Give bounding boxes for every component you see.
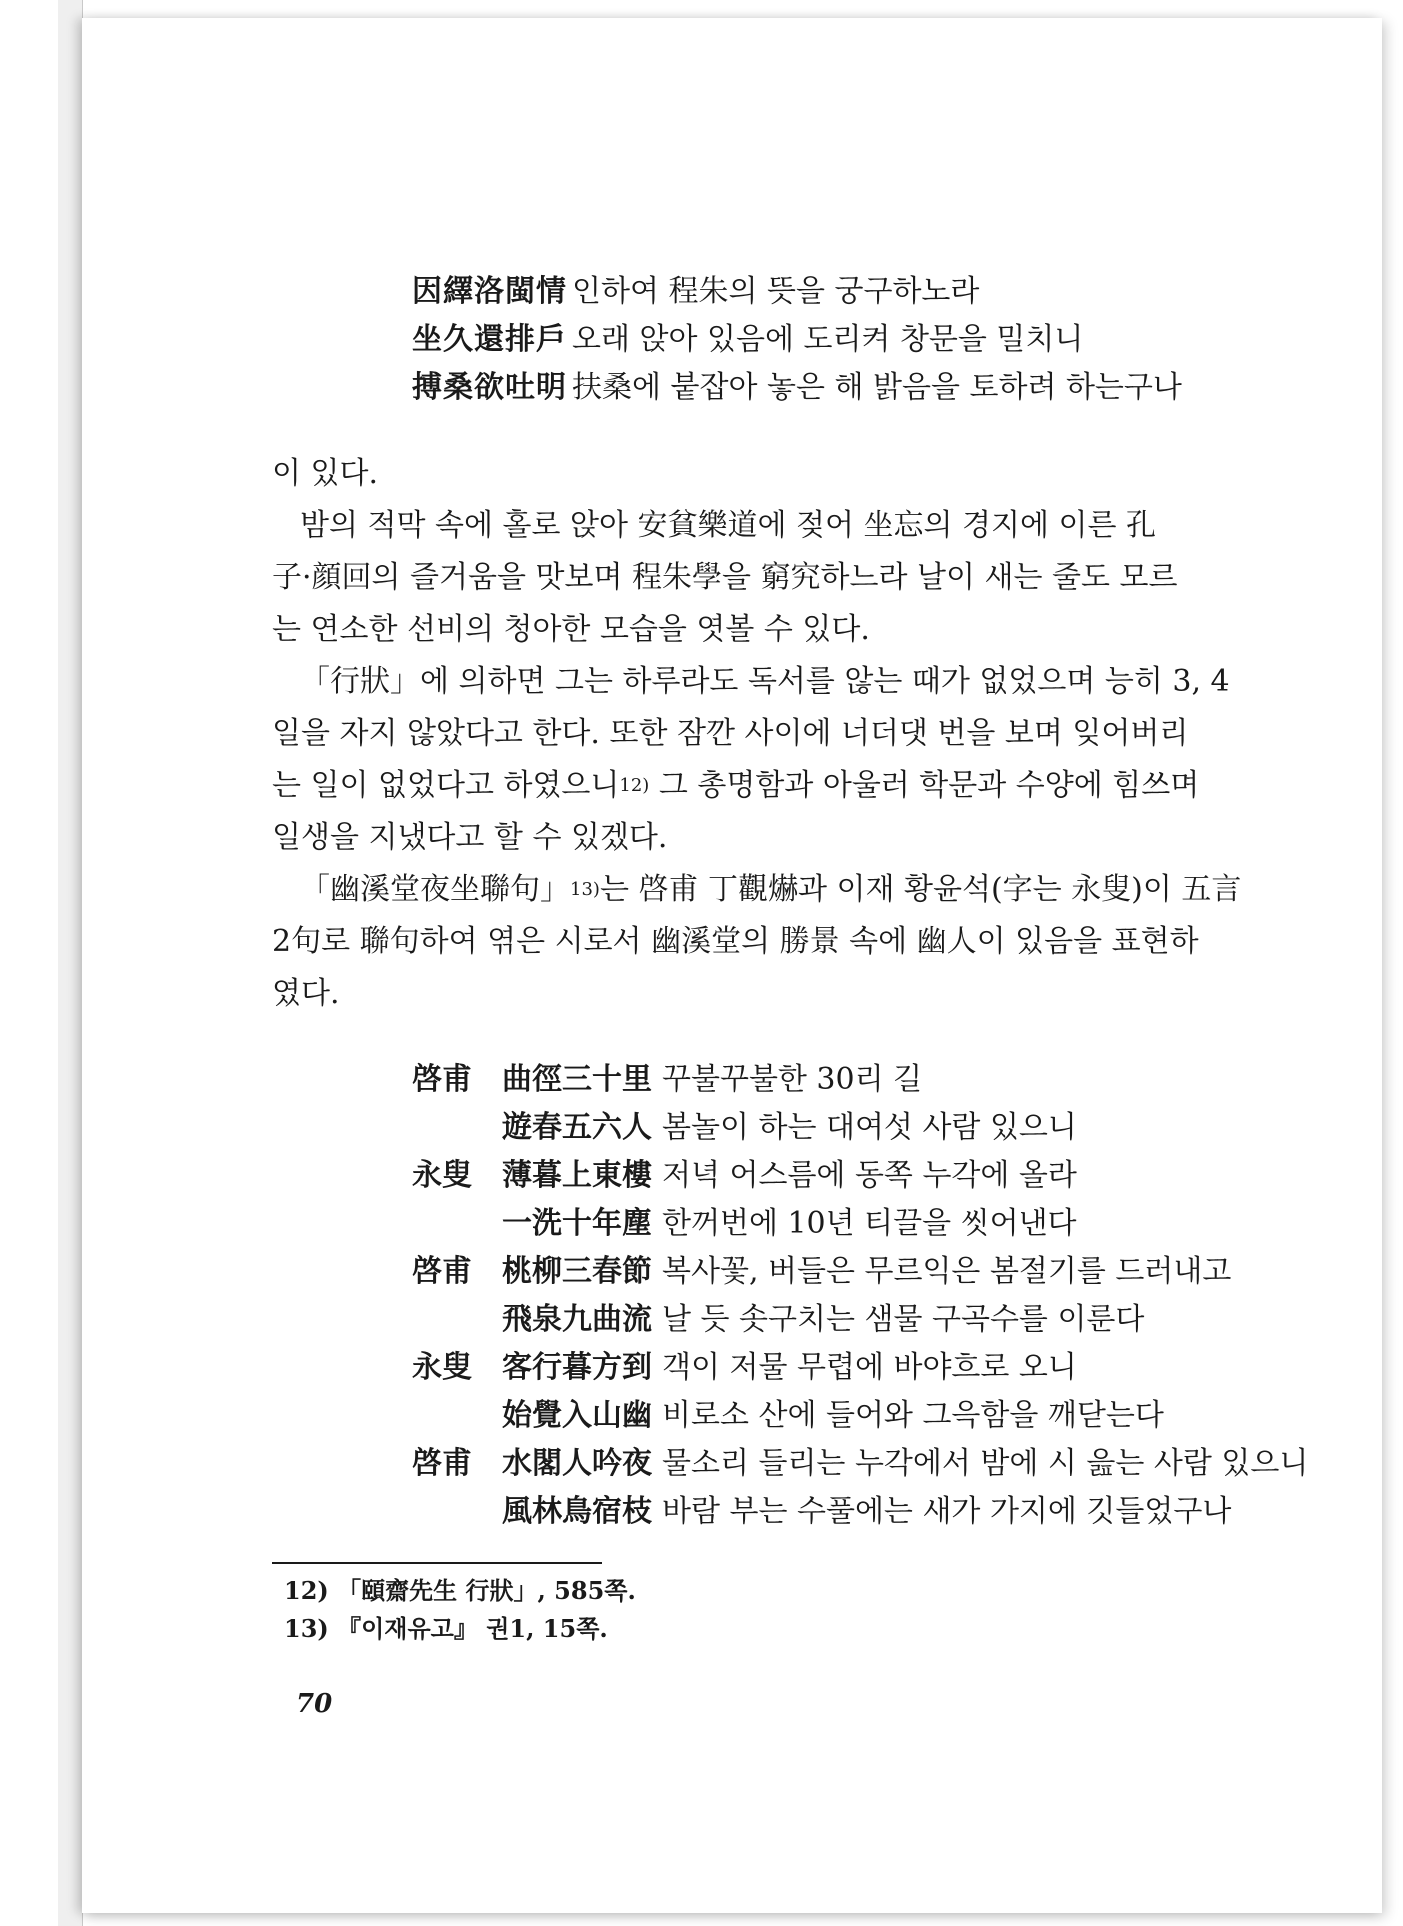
text-line: 2句로 聯句하여 엮은 시로서 幽溪堂의 勝景 속에 幽人이 있음을 표현하 [272, 924, 1199, 959]
poem-hanja: 水閣人吟夜 [502, 1446, 652, 1481]
poem-hanja: 因繹洛閩情 [412, 274, 567, 309]
poem-translation: 객이 저물 무렵에 바야흐로 오니 [662, 1350, 1077, 1385]
poem-translation: 날 듯 솟구치는 샘물 구곡수를 이룬다 [662, 1302, 1145, 1337]
poem-line [412, 1392, 1362, 1440]
text-line: 「行狀」에 의하면 그는 하루라도 독서를 않는 때가 없었으며 능히 3, 4 [300, 664, 1230, 699]
text-segment: 는 일이 없었다고 하였으니 [272, 768, 620, 803]
page-sheet [82, 18, 1382, 1913]
poem-hanja: 搏桑欲吐明 [412, 370, 567, 405]
poem-translation: 물소리 들리는 누각에서 밤에 시 읊는 사람 있으니 [662, 1446, 1309, 1481]
poem-speaker: 永叟 [412, 1158, 472, 1193]
poem-translation: 오래 앉아 있음에 도리켜 창문을 밀치니 [572, 322, 1084, 357]
footnote: 13) 『이재유고』 권1, 15쪽. [284, 1614, 608, 1644]
poem-translation: 꾸불꾸불한 30리 길 [662, 1062, 923, 1097]
poem-hanja: 客行暮方到 [502, 1350, 652, 1385]
text-line: 일을 자지 않았다고 한다. 또한 잠깐 사이에 너더댓 번을 보며 잊어버리 [272, 716, 1189, 751]
poem-hanja: 一洗十年塵 [502, 1206, 652, 1241]
poem-translation: 扶桑에 붙잡아 놓은 해 밝음을 토하려 하는구나 [572, 370, 1182, 405]
poem-speaker: 啓甫 [412, 1062, 472, 1097]
poem-speaker: 啓甫 [412, 1254, 472, 1289]
linked-verse-poem [412, 1056, 1362, 1536]
text-line: 였다. [272, 976, 340, 1011]
poem-hanja: 坐久還排戶 [412, 322, 567, 357]
poem-hanja: 始覺入山幽 [502, 1398, 652, 1433]
footnote: 12) 「頤齋先生 行狀」, 585쪽. [284, 1576, 636, 1606]
text-line: 이 있다. [272, 456, 379, 491]
poem-hanja: 遊春五六人 [502, 1110, 652, 1145]
paragraph-1 [272, 500, 1362, 656]
poem-translation: 한꺼번에 10년 티끌을 씻어낸다 [662, 1206, 1077, 1241]
poem-line [412, 1056, 1362, 1104]
poem-line [412, 1104, 1362, 1152]
text-line: 「幽溪堂夜坐聯句」 13) 는 啓甫 丁觀爀과 이재 황윤석(字는 永叟)이 五言 [272, 864, 1362, 916]
poem-hanja: 桃柳三春節 [502, 1254, 652, 1289]
text-segment: 「幽溪堂夜坐聯句」 [300, 872, 570, 907]
page-content [272, 268, 1362, 1722]
poem-translation: 인하여 程朱의 뜻을 궁구하노라 [572, 274, 980, 309]
poem-translation: 복사꽃, 버들은 무르익은 봄절기를 드러내고 [662, 1254, 1232, 1289]
poem-line [412, 364, 1362, 412]
poem-speaker: 啓甫 [412, 1446, 472, 1481]
poem-translation: 비로소 산에 들어와 그윽함을 깨닫는다 [662, 1398, 1164, 1433]
text-line: 子·顔回의 즐거움을 맛보며 程朱學을 窮究하느라 날이 새는 줄도 모르 [272, 560, 1178, 595]
poem-translation: 저녁 어스름에 동쪽 누각에 올라 [662, 1158, 1077, 1193]
text-line: 는 일이 없었다고 하였으니 12) 그 총명함과 아울러 학문과 수양에 힘쓰며 [272, 760, 1362, 812]
poem-line [412, 1152, 1362, 1200]
footnote-divider [272, 1562, 602, 1564]
poem-hanja: 薄暮上東樓 [502, 1158, 652, 1193]
poem-line [412, 1488, 1362, 1536]
text-segment: 는 啓甫 丁觀爀과 이재 황윤석(字는 永叟)이 五言 [599, 872, 1242, 907]
page-number: 70 [296, 1689, 333, 1719]
poem-hanja: 飛泉九曲流 [502, 1302, 652, 1337]
poem-speaker: 永叟 [412, 1350, 472, 1385]
poem-line [412, 1296, 1362, 1344]
poem-translation: 바람 부는 수풀에는 새가 가지에 깃들었구나 [662, 1494, 1232, 1529]
paragraph-intro [272, 448, 1362, 500]
poem-hanja: 曲徑三十里 [502, 1062, 652, 1097]
poem-line [412, 1200, 1362, 1248]
poem-continued [412, 268, 1362, 412]
poem-line [412, 1248, 1362, 1296]
poem-line [412, 1440, 1362, 1488]
text-segment: 그 총명함과 아울러 학문과 수양에 힘쓰며 [649, 768, 1200, 803]
poem-line [412, 1344, 1362, 1392]
paragraph-2 [272, 656, 1362, 864]
text-line: 밤의 적막 속에 홀로 앉아 安貧樂道에 젖어 坐忘의 경지에 이른 孔 [300, 508, 1156, 543]
paragraph-3 [272, 864, 1362, 1020]
poem-translation: 봄놀이 하는 대여섯 사람 있으니 [662, 1110, 1077, 1145]
poem-line [412, 268, 1362, 316]
poem-hanja: 風林鳥宿枝 [502, 1494, 652, 1529]
text-line: 일생을 지냈다고 할 수 있겠다. [272, 820, 668, 855]
poem-line [412, 316, 1362, 364]
text-line: 는 연소한 선비의 청아한 모습을 엿볼 수 있다. [272, 612, 870, 647]
